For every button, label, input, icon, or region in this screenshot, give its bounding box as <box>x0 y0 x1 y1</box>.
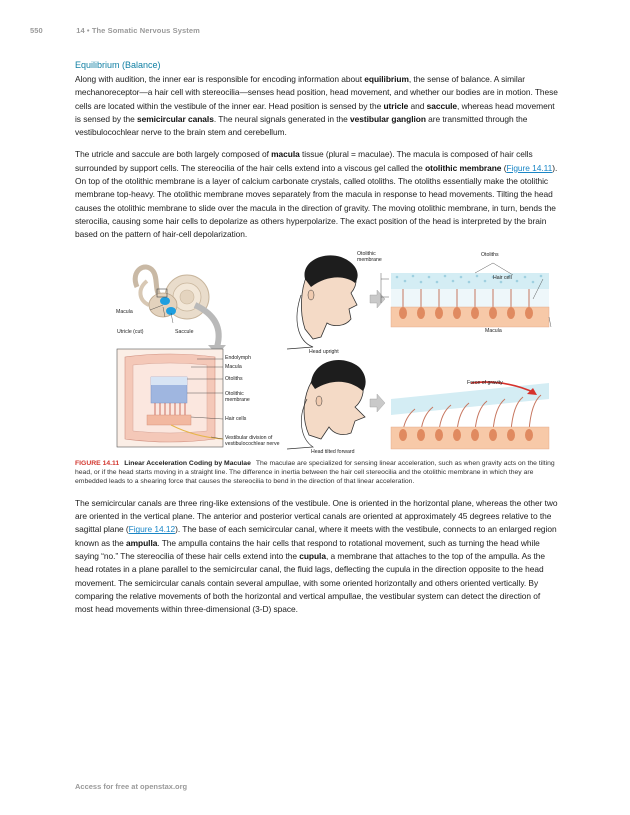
head-upright-illustration <box>287 255 385 349</box>
label-otolithic-membrane-top: Otolithic membrane <box>357 250 382 263</box>
label-endolymph: Endolymph <box>225 354 251 361</box>
label-head-tilted: Head tilted forward <box>311 448 355 455</box>
figure-caption <box>75 459 560 486</box>
main-content <box>75 60 560 626</box>
head-tilted-illustration <box>287 360 385 449</box>
macula-upright-diagram <box>381 263 551 327</box>
term-cupula: cupula <box>299 551 326 562</box>
label-head-upright: Head upright <box>309 348 339 355</box>
figure-14-12-link[interactable]: Figure 14.12 <box>128 524 176 535</box>
chapter-title: 14 • The Somatic Nervous System <box>76 26 200 35</box>
paragraph-3: The semicircular canals are three ring-like extensions of the vestibule. One is oriented in the horizontal plane, whereas the other two are oriented in the vertical plane. The anterior and posterior vertical canals are oriented at approximately 45 degrees relative to the sagittal plane (Figure 14.12). The base of each semicircular canal, where it meets with the vestibule, connects to an enlarged region known as the ampulla. The ampulla contains the hair cells that respond to rotational movement, such as turning the head while saying “no.” The stereocilia of these hair cells extend into the cupula, a membrane that attaches to the top of the ampulla. As the head rotates in a plane parallel to the semicircular canal, the fluid lags, deflecting the cupula in the direction opposite to the head movement. The semicircular canals contain several ampullae, with some oriented horizontally and others oriented vertically. By comparing the relative movements of both the horizontal and vertical ampullae, the vestibular system can detect the direction of most head movements within three-dimensional (3-D) space. <box>75 497 558 615</box>
inner-ear-illustration <box>135 267 226 355</box>
label-saccule: Saccule <box>175 328 194 335</box>
figure-14-11 <box>75 249 560 454</box>
label-macula-inset: Macula <box>225 363 242 370</box>
label-hair-cell: Hair cell <box>493 274 512 281</box>
caption-text: The maculae are specialized for sensing linear acceleration, such as when gravity acts on the tilting head, or if the head starts moving in a straight line. The difference in inertia between the hair cell stereocilia and the otolithic membrane in which they are embedded leads to a shearing force that causes the stereocilia to bend in the direction of that linear acceleration. <box>75 459 555 485</box>
label-vestibular-division: Vestibular division of vestibulocochlear nerve <box>225 434 280 447</box>
term-equilibrium: equilibrium <box>364 74 409 84</box>
label-macula-left: Macula <box>116 308 133 315</box>
label-otolithic-membrane-inset: Otolithic membrane <box>225 390 250 403</box>
label-otoliths-top: Otoliths <box>481 251 499 258</box>
term-utricle: utricle <box>383 100 409 111</box>
term-vestibular-ganglion: vestibular ganglion <box>350 113 426 124</box>
running-head <box>30 26 200 35</box>
figure-14-11-link[interactable]: Figure 14.11 <box>506 162 553 173</box>
term-saccule: saccule <box>426 100 458 111</box>
term-ampulla: ampulla <box>126 537 158 548</box>
figure-title: Linear Acceleration Coding by Maculae <box>124 459 251 467</box>
footer: Access for free at openstax.org <box>75 782 188 791</box>
label-utricle: Utricle (cut) <box>117 328 144 335</box>
paragraph-1: Along with audition, the inner ear is responsible for encoding information about equilibrium, the sense of balance. A similar mechanoreceptor—a hair cell with stereocilia—senses head position, head movement, and whether our bodies are in motion. These cells are located within the vestibule of the inner ear. Head position is sensed by the utricle and saccule, whereas head movement is sensed by the semicircular canals. The neural signals generated in the vestibular ganglion are transmitted through the vestibulocochlear nerve to the brain stem and cerebellum. <box>75 74 558 138</box>
section-title: Equilibrium (Balance) <box>75 60 161 70</box>
paragraph-2: The utricle and saccule are both largely composed of macula tissue (plural = maculae). The macula is composed of hair cells surrounded by support cells. The stereocilia of the hair cells extend into a viscous gel called the otolithic membrane (Figure 14.11). On top of the otolithic membrane is a layer of calcium carbonate crystals, called otoliths. The otoliths essentially make the otolithic membrane top-heavy. The otolithic membrane moves separately from the macula in response to head movements. Tilting the head causes the otolithic membrane to slide over the macula in the direction of gravity. The moving otolithic membrane, in turn, bends the sterocilia, causing some hair cells to depolarize as others hyperpolarize. The exact position of the head is interpreted by the brain based on the pattern of hair-cell depolarization. <box>75 149 558 240</box>
figure-number: FIGURE 14.11 <box>75 459 120 467</box>
page-number: 550 <box>30 26 43 35</box>
term-macula: macula <box>271 149 300 160</box>
macula-inset <box>117 349 223 447</box>
term-semicircular-canals: semicircular canals <box>137 113 214 124</box>
label-macula-right: Macula <box>485 327 502 334</box>
term-otolithic-membrane: otolithic membrane <box>425 162 502 173</box>
label-otoliths-inset: Otoliths <box>225 375 243 382</box>
label-force-of-gravity: Force of gravity <box>467 379 503 386</box>
label-hair-cells: Hair cells <box>225 415 247 422</box>
macula-tilted-diagram <box>391 379 549 449</box>
